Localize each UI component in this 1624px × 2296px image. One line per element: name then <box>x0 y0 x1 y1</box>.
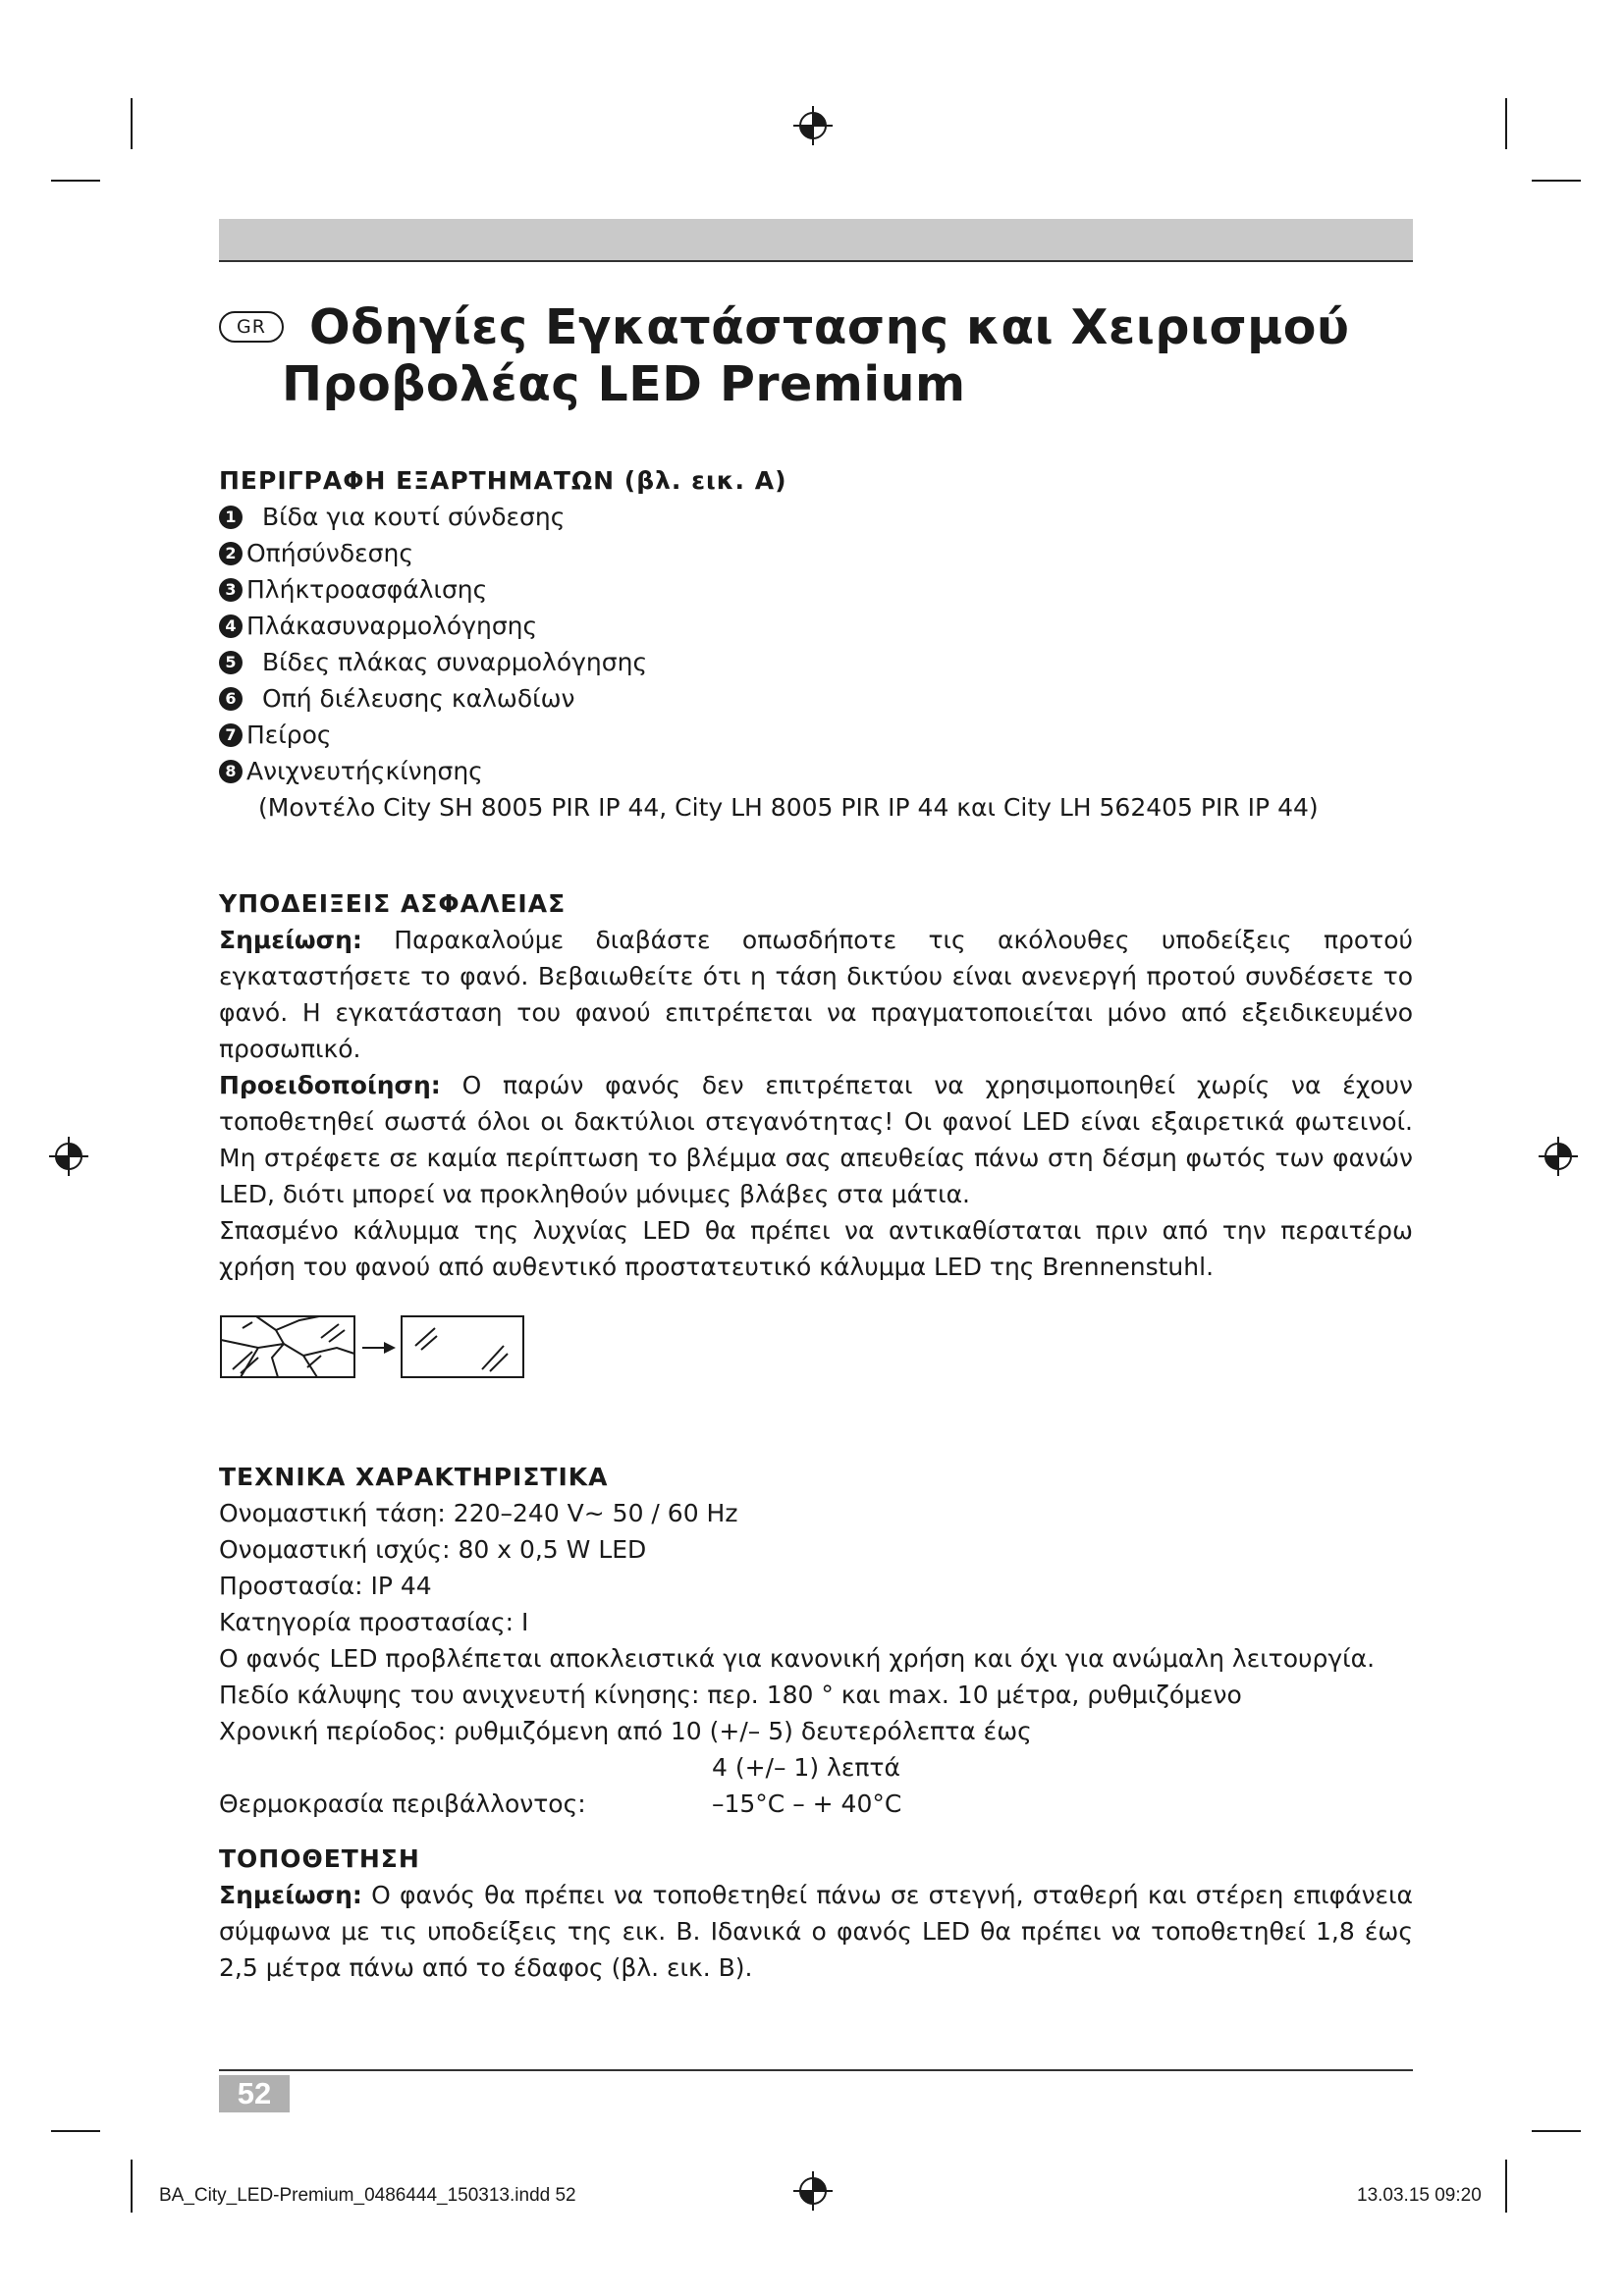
title-block <box>219 290 1413 437</box>
part-label: Οπή διέλευσης καλωδίων <box>262 684 575 713</box>
file-slug: BA_City_LED-Premium_0486444_150313.indd 52 <box>159 2185 576 2206</box>
spec-rated-voltage: Ονομαστική τάση: 220–240 V~ 50 / 60 Hz <box>219 1499 738 1527</box>
crop-mark <box>1505 98 1507 149</box>
note-text: Παρακαλούμε διαβάστε οπωσδήποτε τις ακόλουθες υποδείξεις προτού εγκαταστήσετε το φανό. Βεβαιωθείτε ότι η τάση δικτύου είναι ανενεργή προτού συνδέσετε το φανό. Η εγκατάσταση του φανού επιτρέπεται να πραγματοποιείται μόνο από εξειδικευμένο προσωπικό. <box>219 926 1413 1063</box>
crop-mark <box>131 98 133 149</box>
tech-heading: ΤΕΧΝΙΚΑ ΧΑΡΑΚΤΗΡΙΣΤΙΚΑ <box>219 1463 609 1491</box>
list-item <box>219 753 1413 789</box>
title-line-2: Προβολέας LED Premium <box>282 356 966 412</box>
number-badge: 8 <box>219 760 243 783</box>
spec-list <box>219 1495 1413 1822</box>
note-label: Σημείωση: <box>219 926 362 954</box>
page-number: 52 <box>219 2075 290 2112</box>
list-item <box>219 717 1413 753</box>
spec-time-period: Χρονική περίοδος: ρυθμιζόμενη από 10 (+/– 5) δευτερόλεπτα έως <box>219 1717 1032 1745</box>
list-item <box>219 499 1413 535</box>
list-item <box>219 535 1413 571</box>
number-badge: 3 <box>219 578 243 602</box>
registration-mark-icon <box>791 2169 835 2213</box>
part-label: Βίδα για κουτί σύνδεσης <box>262 503 566 531</box>
tech-section <box>219 1460 1413 1822</box>
print-timestamp: 13.03.15 09:20 <box>1357 2185 1482 2206</box>
spec-label: Θερμοκρασία περιβάλλοντος: <box>219 1789 586 1818</box>
part-label: Ανιχνευτήςκίνησης <box>246 757 483 785</box>
crop-mark <box>1532 180 1581 182</box>
note-text: Ο φανός θα πρέπει να τοποθετηθεί πάνω σε στεγνή, σταθερή και στέρεη επιφάνεια σύμφωνα με τις υποδείξεις της εικ. Β. Ιδανικά ο φανός LED θα πρέπει να τοποθετηθεί 1,8 έως 2,5 μέτρα πάνω από το έδαφος (βλ. εικ. Β). <box>219 1881 1413 1982</box>
safety-heading: ΥΠΟΔΕΙΞΕΙΣ ΑΣΦΑΛΕΙΑΣ <box>219 889 567 918</box>
spec-usage-note: Ο φανός LED προβλέπεται αποκλειστικά για κανονική χρήση και όχι για ανώμαλη λειτουργία. <box>219 1644 1376 1673</box>
safety-section <box>219 886 1413 1391</box>
safety-warning <box>219 1067 1413 1212</box>
number-badge: 6 <box>219 687 243 711</box>
spec-rated-power: Ονομαστική ισχύς: 80 x 0,5 W LED <box>219 1535 647 1564</box>
number-badge: 5 <box>219 651 243 674</box>
registration-mark-icon <box>1537 1135 1580 1178</box>
model-note: (Μοντέλο City SH 8005 PIR IP 44, City LH 8005 PIR IP 44 και City LH 562405 PIR IP 44) <box>258 793 1319 822</box>
spec-ambient-temp <box>219 1786 1413 1822</box>
crop-mark <box>1505 2160 1507 2213</box>
parts-section <box>219 463 1413 826</box>
number-badge: 4 <box>219 614 243 638</box>
list-item <box>219 608 1413 644</box>
language-badge: GR <box>219 311 284 343</box>
mounting-note <box>219 1877 1413 1986</box>
warning-label: Προειδοποίηση: <box>219 1071 441 1099</box>
header-bar <box>219 219 1413 262</box>
spec-detection-range: Πεδίο κάλυψης του ανιχνευτή κίνησης: περ. 180 ° και max. 10 μέτρα, ρυθμιζόμενο <box>219 1681 1242 1709</box>
glass-replacement-note: Σπασμένο κάλυμμα της λυχνίας LED θα πρέπει να αντικαθίσταται πριν από την περαιτέρω χρήση του φανού από αυθεντικό προστατευτικό κάλυμμα LED της Brennenstuhl. <box>219 1216 1413 1281</box>
bottom-rule <box>219 2069 1413 2071</box>
registration-mark-icon <box>791 104 835 147</box>
spec-value: –15°C – + 40°C <box>712 1789 902 1818</box>
crop-mark <box>1532 2130 1581 2132</box>
warning-text: Ο παρών φανός δεν επιτρέπεται να χρησιμοποιηθεί χωρίς να έχουν τοποθετηθεί σωστά όλοι οι δακτύλιοι στεγανότητας! Οι φανοί LED είναι εξαιρετικά φωτεινοί. Μη στρέφετε σε καμία περίπτωση το βλέμμα σας απευθείας πάνω στη δέσμη φωτός των φανών LED, διότι μπορεί να προκληθούν μόνιμες βλάβες στα μάτια. <box>219 1071 1413 1208</box>
spec-protection-class: Κατηγορία προστασίας: I <box>219 1608 529 1636</box>
safety-note <box>219 922 1413 1067</box>
broken-glass-replacement-icon <box>219 1308 525 1387</box>
part-label: Πλήκτροασφάλισης <box>246 575 488 604</box>
number-badge: 1 <box>219 506 243 529</box>
mounting-section <box>219 1842 1413 1986</box>
page-content <box>219 290 1413 1986</box>
crop-mark <box>51 2130 100 2132</box>
list-item <box>219 644 1413 680</box>
part-label: Πλάκασυναρμολόγησης <box>246 612 538 640</box>
page-title <box>282 299 1350 413</box>
note-label: Σημείωση: <box>219 1881 362 1909</box>
list-item <box>219 680 1413 717</box>
crop-mark <box>51 180 100 182</box>
mounting-heading: ΤΟΠΟΘΕΤΗΣΗ <box>219 1844 420 1873</box>
parts-heading: ΠΕΡΙΓΡΑΦΗ ΕΞΑΡΤΗΜΑΤΩΝ (βλ. εικ. Α) <box>219 466 787 495</box>
title-line-1: Οδηγίες Εγκατάστασης και Χειρισμού <box>309 299 1350 355</box>
crop-mark <box>131 2160 133 2213</box>
part-label: Οπήσύνδεσης <box>246 539 414 567</box>
list-item <box>219 571 1413 608</box>
part-label: Πείρος <box>246 721 332 749</box>
parts-list <box>219 499 1413 789</box>
part-label: Βίδες πλάκας συναρμολόγησης <box>262 648 648 676</box>
spec-protection: Προστασία: IP 44 <box>219 1572 432 1600</box>
number-badge: 2 <box>219 542 243 565</box>
number-badge: 7 <box>219 723 243 747</box>
registration-mark-icon <box>47 1135 90 1178</box>
spec-time-period-cont: 4 (+/– 1) λεπτά <box>712 1753 900 1782</box>
